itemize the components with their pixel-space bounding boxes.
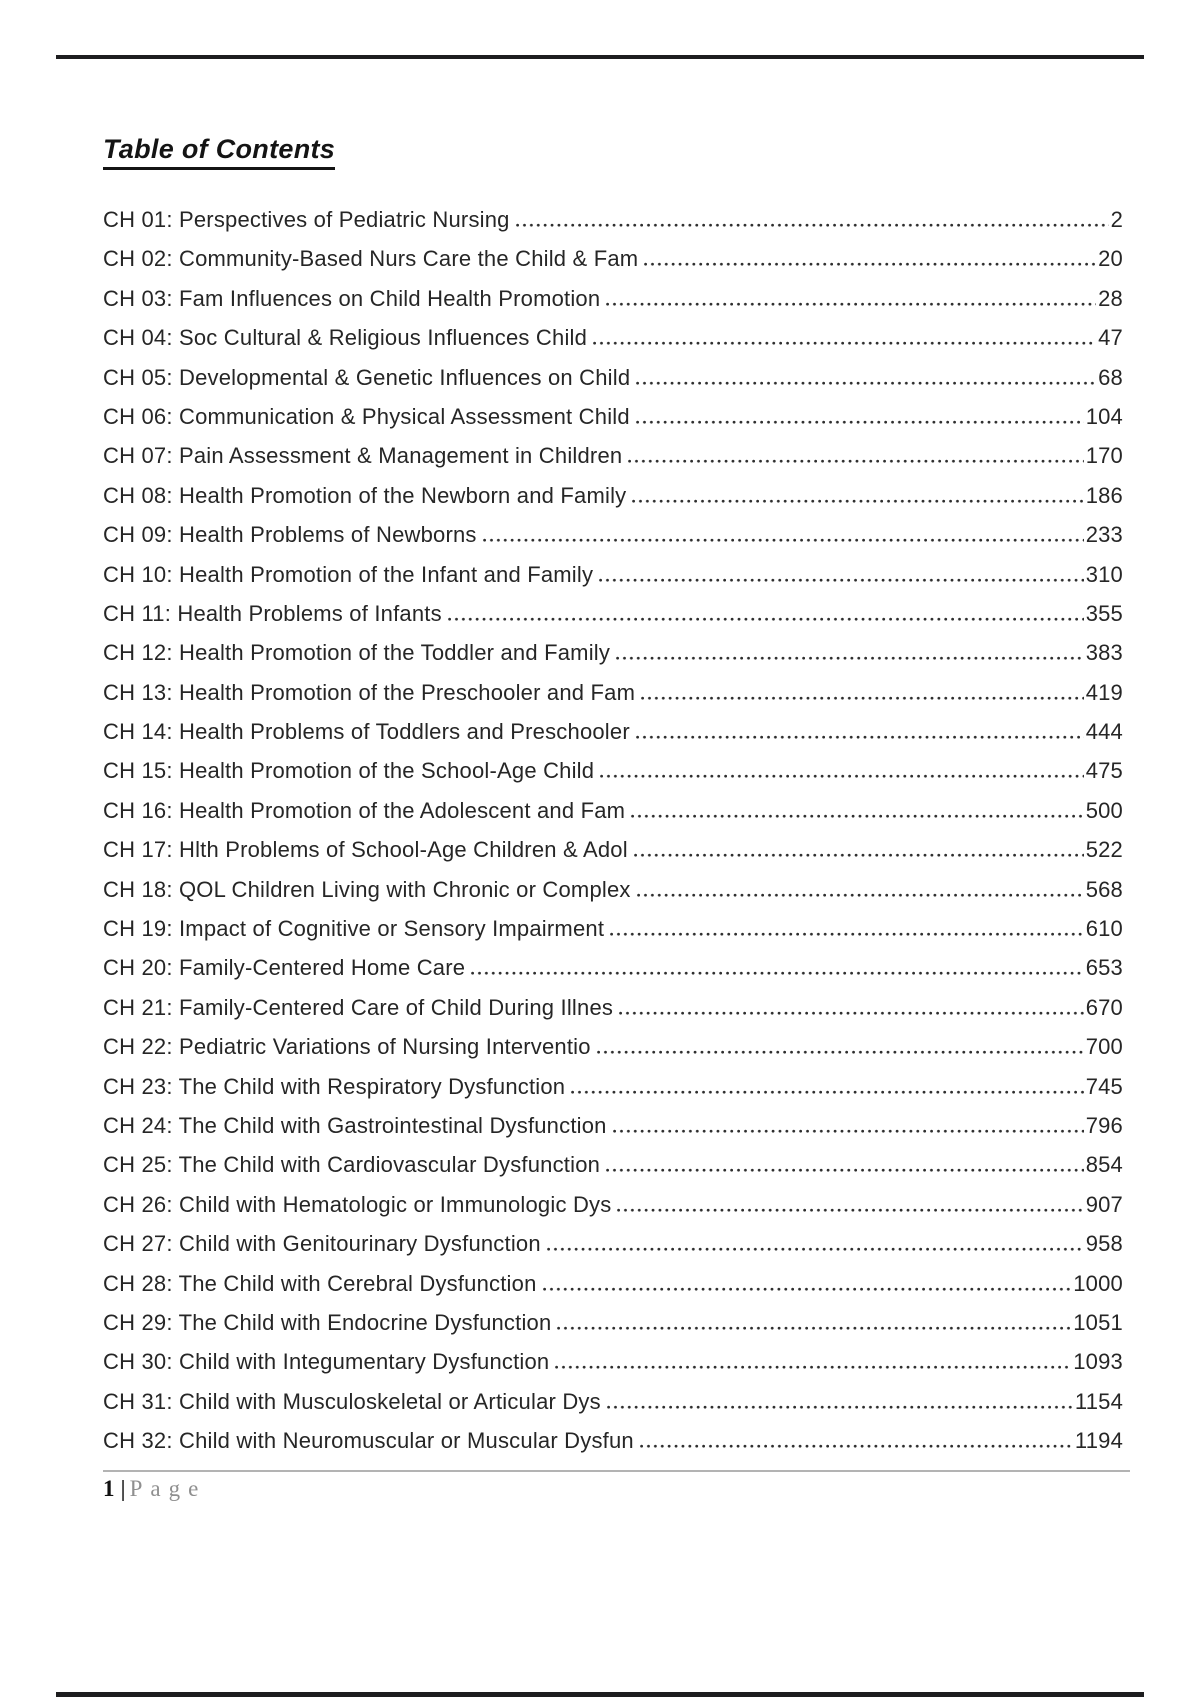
toc-entry: [103, 397, 1123, 436]
toc-entry-page-number: 958: [1085, 1231, 1123, 1257]
dot-leader: [606, 302, 1096, 306]
toc-entry-label: CH 18: QOL Children Living with Chronic or Complex: [103, 876, 631, 902]
toc-entry: [103, 870, 1123, 909]
dot-leader: [547, 1247, 1084, 1251]
dot-leader: [640, 1444, 1073, 1448]
bottom-border-rule: [56, 1692, 1144, 1697]
toc-entry: [103, 751, 1123, 790]
footer-page-number: 1: [103, 1476, 115, 1501]
toc-entry-page-number: 653: [1085, 955, 1123, 981]
toc-entry: [103, 1106, 1123, 1145]
toc-entry-page-number: 104: [1085, 403, 1123, 429]
table-of-contents: [103, 200, 1123, 1461]
toc-entry-label: CH 32: Child with Neuromuscular or Muscular Dysfun: [103, 1428, 634, 1454]
dot-leader: [636, 735, 1084, 739]
toc-entry-label: CH 31: Child with Musculoskeletal or Articular Dys: [103, 1388, 601, 1414]
toc-entry-page-number: 745: [1085, 1073, 1123, 1099]
toc-entry-page-number: 1000: [1073, 1270, 1123, 1296]
dot-leader: [610, 932, 1084, 936]
toc-entry-page-number: 568: [1085, 876, 1123, 902]
dot-leader: [606, 1168, 1084, 1172]
toc-entry: [103, 988, 1123, 1027]
toc-entry-label: CH 11: Health Problems of Infants: [103, 600, 442, 626]
toc-entry: [103, 1027, 1123, 1066]
page-title: Table of Contents: [103, 134, 335, 170]
toc-entry: [103, 673, 1123, 712]
dot-leader: [634, 853, 1084, 857]
toc-entry: [103, 948, 1123, 987]
toc-entry-page-number: 28: [1098, 285, 1123, 311]
dot-leader: [632, 499, 1083, 503]
toc-entry: [103, 1067, 1123, 1106]
dot-leader: [471, 971, 1084, 975]
toc-entry-page-number: 1051: [1073, 1309, 1123, 1335]
toc-entry-label: CH 22: Pediatric Variations of Nursing Interventio: [103, 1034, 591, 1060]
toc-entry-label: CH 05: Developmental & Genetic Influences on Child: [103, 364, 631, 390]
toc-entry-page-number: 20: [1098, 246, 1123, 272]
dot-leader: [593, 341, 1096, 345]
toc-entry: [103, 1145, 1123, 1184]
toc-entry-label: CH 30: Child with Integumentary Dysfunction: [103, 1349, 550, 1375]
toc-entry-label: CH 08: Health Promotion of the Newborn and Family: [103, 482, 627, 508]
dot-leader: [641, 696, 1084, 700]
toc-entry: [103, 594, 1123, 633]
page-footer: [103, 1475, 206, 1503]
dot-leader: [607, 1405, 1073, 1409]
toc-entry-label: CH 26: Child with Hematologic or Immunologic Dys: [103, 1191, 612, 1217]
toc-entry-label: CH 03: Fam Influences on Child Health Promotion: [103, 285, 601, 311]
toc-entry-label: CH 15: Health Promotion of the School-Age Child: [103, 758, 595, 784]
toc-entry-label: CH 06: Communication & Physical Assessment Child: [103, 403, 630, 429]
toc-entry-label: CH 24: The Child with Gastrointestinal Dysfunction: [103, 1112, 607, 1138]
toc-entry-page-number: 310: [1085, 561, 1123, 587]
dot-leader: [597, 1050, 1084, 1054]
toc-entry: [103, 436, 1123, 475]
toc-entry-label: CH 09: Health Problems of Newborns: [103, 522, 477, 548]
toc-entry-page-number: 355: [1085, 600, 1123, 626]
toc-entry-page-number: 854: [1085, 1152, 1123, 1178]
toc-entry: [103, 830, 1123, 869]
toc-entry-page-number: 2: [1110, 207, 1123, 232]
dot-leader: [516, 223, 1109, 227]
dot-leader: [571, 1090, 1083, 1094]
toc-entry-page-number: 68: [1098, 364, 1123, 390]
toc-entry: [103, 1224, 1123, 1263]
toc-entry-page-number: 170: [1085, 443, 1123, 469]
dot-leader: [543, 1287, 1072, 1291]
toc-entry-page-number: 1093: [1073, 1349, 1123, 1375]
toc-entry-label: CH 01: Perspectives of Pediatric Nursing: [103, 207, 510, 232]
toc-entry-label: CH 23: The Child with Respiratory Dysfunction: [103, 1073, 566, 1099]
toc-entry-label: CH 04: Soc Cultural & Religious Influences Child: [103, 325, 588, 351]
toc-entry-label: CH 02: Community-Based Nurs Care the Child & Fam: [103, 246, 639, 272]
toc-entry-label: CH 13: Health Promotion of the Preschooler and Fam: [103, 679, 636, 705]
toc-entry-page-number: 475: [1085, 758, 1123, 784]
toc-entry-page-number: 383: [1085, 640, 1123, 666]
toc-entry: [103, 239, 1123, 278]
toc-entry: [103, 633, 1123, 672]
toc-entry: [103, 1303, 1123, 1342]
toc-entry-page-number: 186: [1085, 482, 1123, 508]
toc-entry: [103, 476, 1123, 515]
toc-entry-page-number: 796: [1085, 1112, 1123, 1138]
footer-page-label: Page: [129, 1476, 207, 1501]
dot-leader: [613, 1129, 1084, 1133]
dot-leader: [631, 814, 1083, 818]
toc-entry-label: CH 14: Health Problems of Toddlers and Preschooler: [103, 719, 630, 745]
dot-leader: [448, 617, 1084, 621]
toc-entry-label: CH 16: Health Promotion of the Adolescent and Fam: [103, 797, 626, 823]
toc-entry-page-number: 47: [1098, 325, 1123, 351]
toc-entry-label: CH 10: Health Promotion of the Infant and Family: [103, 561, 594, 587]
toc-entry: [103, 515, 1123, 554]
toc-entry-page-number: 522: [1085, 837, 1123, 863]
toc-entry-page-number: 907: [1085, 1191, 1123, 1217]
toc-entry-page-number: 700: [1085, 1034, 1123, 1060]
dot-leader: [557, 1326, 1071, 1330]
toc-entry-page-number: 610: [1085, 916, 1123, 942]
top-border-rule: [56, 55, 1144, 59]
toc-entry-label: CH 21: Family-Centered Care of Child During Illnes: [103, 994, 614, 1020]
dot-leader: [644, 262, 1096, 266]
dot-leader: [636, 381, 1096, 385]
dot-leader: [628, 459, 1083, 463]
toc-entry: [103, 712, 1123, 751]
toc-entry-label: CH 27: Child with Genitourinary Dysfunction: [103, 1231, 541, 1257]
footer-divider: [103, 1470, 1130, 1472]
toc-entry: [103, 1185, 1123, 1224]
toc-entry-label: CH 07: Pain Assessment & Management in Children: [103, 443, 623, 469]
toc-entry-page-number: 670: [1085, 994, 1123, 1020]
toc-entry-label: CH 12: Health Promotion of the Toddler and Family: [103, 640, 611, 666]
toc-entry: [103, 358, 1123, 397]
dot-leader: [600, 774, 1083, 778]
toc-entry: [103, 318, 1123, 357]
toc-entry-label: CH 28: The Child with Cerebral Dysfunction: [103, 1270, 537, 1296]
toc-entry-page-number: 444: [1085, 719, 1123, 745]
toc-entry: [103, 909, 1123, 948]
toc-entry: [103, 791, 1123, 830]
toc-entry-page-number: 500: [1085, 797, 1123, 823]
footer-separator: |: [120, 1476, 126, 1501]
toc-entry: [103, 1421, 1123, 1460]
toc-entry-label: CH 25: The Child with Cardiovascular Dysfunction: [103, 1152, 601, 1178]
toc-entry: [103, 279, 1123, 318]
dot-leader: [636, 420, 1084, 424]
toc-entry-label: CH 17: Hlth Problems of School-Age Children & Adol: [103, 837, 628, 863]
toc-entry-label: CH 20: Family-Centered Home Care: [103, 955, 466, 981]
toc-entry: [103, 1382, 1123, 1421]
toc-entry: [103, 200, 1123, 239]
dot-leader: [483, 538, 1084, 542]
dot-leader: [616, 656, 1084, 660]
dot-leader: [555, 1365, 1071, 1369]
toc-entry-page-number: 233: [1085, 522, 1123, 548]
dot-leader: [637, 893, 1084, 897]
dot-leader: [599, 578, 1084, 582]
dot-leader: [619, 1011, 1084, 1015]
toc-entry-label: CH 29: The Child with Endocrine Dysfunction: [103, 1309, 552, 1335]
toc-entry: [103, 1342, 1123, 1381]
toc-entry-page-number: 1194: [1074, 1428, 1123, 1454]
toc-entry-label: CH 19: Impact of Cognitive or Sensory Impairment: [103, 916, 605, 942]
toc-entry-page-number: 419: [1085, 679, 1123, 705]
toc-entry-page-number: 1154: [1074, 1388, 1123, 1414]
toc-entry: [103, 1264, 1123, 1303]
toc-entry: [103, 555, 1123, 594]
dot-leader: [617, 1208, 1083, 1212]
